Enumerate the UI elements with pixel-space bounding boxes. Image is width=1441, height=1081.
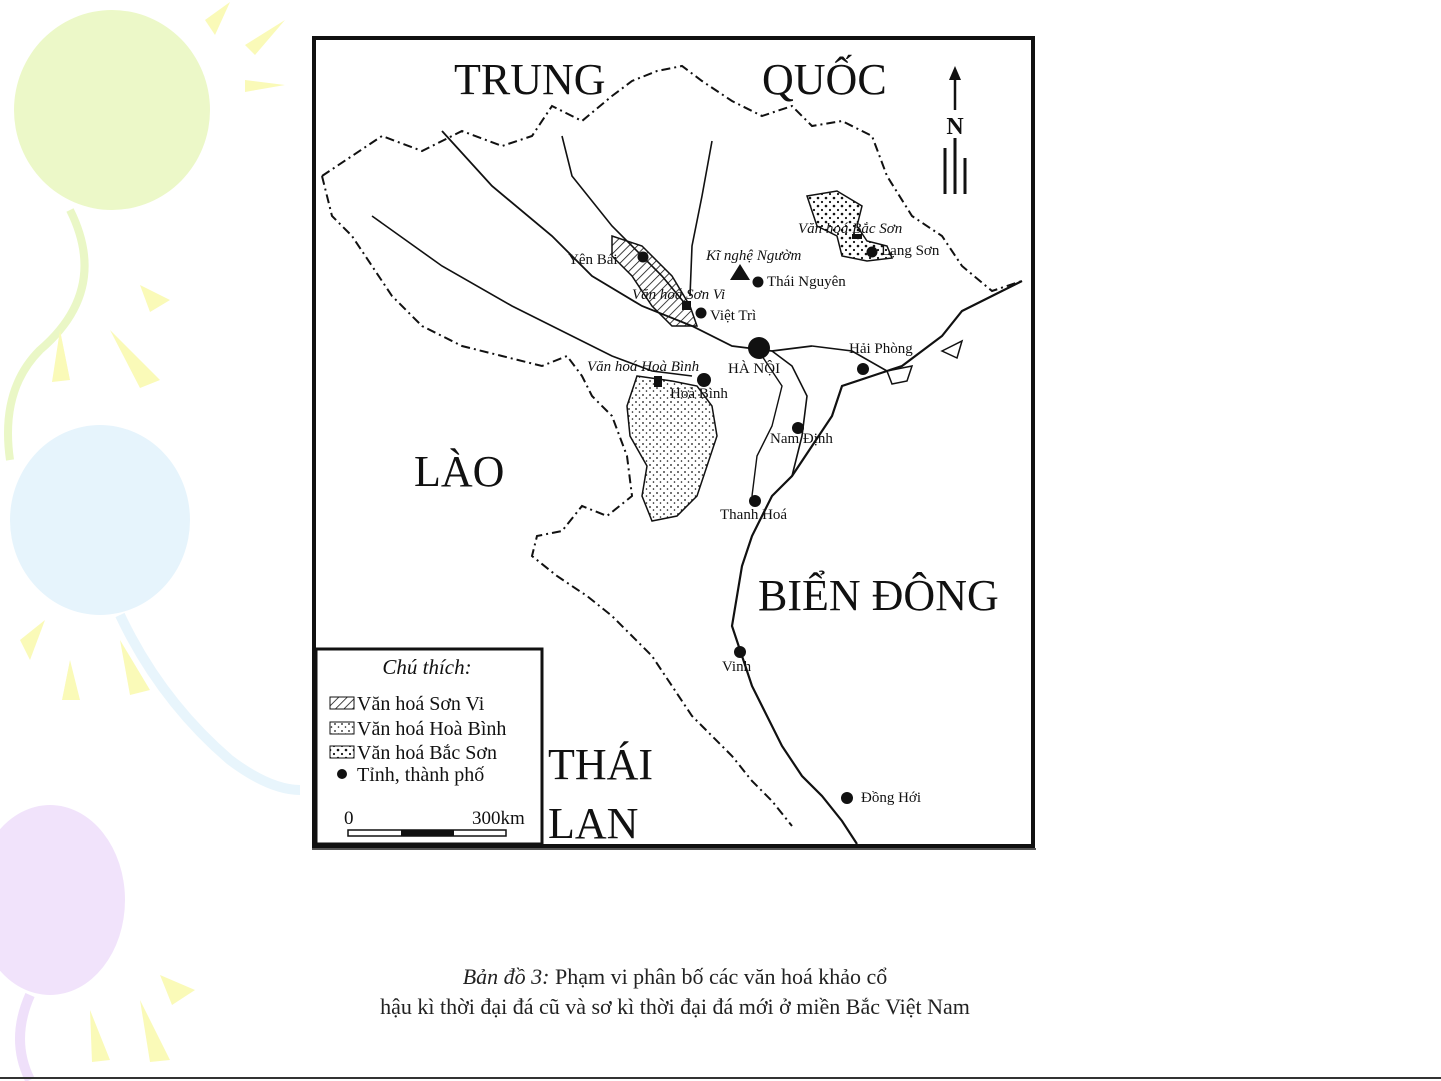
label-trung: TRUNG — [454, 55, 606, 104]
city-dot-yen-bai — [638, 252, 649, 263]
label-van-hoa-hoa-binh: Văn hoá Hoà Bình — [587, 359, 700, 375]
label-lan: LAN — [548, 799, 639, 848]
map-caption-line-2 — [300, 992, 1050, 1022]
sun-ray — [20, 620, 45, 660]
sun-ray — [140, 1000, 170, 1062]
city-dot-hoa-binh — [697, 373, 711, 387]
legend-swatch-hoa-binh — [330, 722, 354, 734]
label-city-hai-phong: Hải Phòng — [849, 341, 913, 357]
caption-label: Bản đồ 3: — [462, 964, 550, 989]
city-dot-ha-noi — [748, 337, 770, 359]
label-bien-dong: BIỂN ĐÔNG — [758, 571, 999, 620]
sun-ray — [110, 330, 160, 388]
legend-item-hoa-binh: Văn hoá Hoà Bình — [357, 718, 507, 740]
city-dot-dong-hoi — [841, 792, 853, 804]
caption-text-1: Phạm vi phân bố các văn hoá khảo cổ — [554, 964, 888, 989]
purple-balloon — [0, 805, 125, 995]
label-city-viet-tri: Việt Trì — [710, 308, 757, 324]
archaeology-map — [312, 36, 1036, 852]
city-dot-hai-phong — [857, 363, 869, 375]
label-city-nam-dinh: Nam Định — [770, 431, 833, 447]
label-ky-nghe-nguom: Kĩ nghệ Ngườm — [706, 248, 802, 264]
legend-city-dot — [337, 769, 347, 779]
label-city-yen-bai: Yên Bái — [568, 252, 618, 268]
green-balloon — [14, 10, 210, 210]
sun-ray — [160, 975, 195, 1005]
blue-balloon — [10, 425, 190, 615]
city-dot-vinh — [734, 646, 746, 658]
legend-title: Chú thích: — [382, 655, 472, 679]
green-balloon-string — [8, 210, 85, 460]
sun-ray — [140, 285, 170, 312]
sun-ray — [205, 2, 230, 35]
city-dot-lang-son — [867, 247, 878, 258]
legend-swatch-bac-son — [330, 746, 354, 758]
legend — [316, 649, 542, 844]
caption-text-2: hậu kì thời đại đá cũ và sơ kì thời đại đá mới ở miền Bắc Việt Nam — [380, 994, 970, 1019]
city-dot-viet-tri — [696, 308, 707, 319]
hoa-binh-site-marker — [654, 376, 662, 387]
north-arrow-label: N — [946, 114, 964, 140]
scale-start: 0 — [344, 808, 354, 829]
label-city-lang-son: Lạng Sơn — [881, 243, 940, 259]
city-dot-thai-nguyen — [753, 277, 764, 288]
label-thai: THÁI — [548, 740, 654, 789]
label-lao: LÀO — [414, 447, 505, 496]
label-van-hoa-son-vi: Văn hoá Sơn Vi — [632, 287, 726, 303]
label-van-hoa-bac-son: Văn hoá Bắc Sơn — [798, 221, 903, 237]
label-city-thanh-hoa: Thanh Hoá — [720, 507, 788, 523]
sun-ray — [245, 80, 285, 92]
sun-ray — [62, 660, 80, 700]
legend-item-son-vi: Văn hoá Sơn Vi — [357, 693, 485, 715]
label-city-thai-nguyen: Thái Nguyên — [767, 274, 846, 290]
legend-swatch-son-vi — [330, 697, 354, 709]
label-city-ha-noi: HÀ NỘI — [728, 361, 781, 377]
scale-bar-segment — [401, 830, 454, 836]
label-city-hoa-binh: Hoà Bình — [670, 386, 728, 402]
legend-item-city: Tỉnh, thành phố — [357, 764, 485, 786]
city-dot-thanh-hoa — [749, 495, 761, 507]
legend-item-bac-son: Văn hoá Bắc Sơn — [357, 742, 497, 764]
map-caption-line-1 — [300, 962, 1050, 992]
sun-ray — [245, 20, 285, 55]
label-quoc: QUỐC — [762, 55, 887, 104]
sun-ray — [90, 1010, 110, 1062]
label-city-dong-hoi: Đồng Hới — [861, 790, 922, 806]
scale-end: 300km — [472, 808, 525, 829]
blue-balloon-string — [120, 615, 300, 790]
bottom-divider — [0, 1077, 1441, 1079]
purple-balloon-string — [20, 995, 30, 1080]
label-city-vinh: Vinh — [722, 659, 752, 675]
